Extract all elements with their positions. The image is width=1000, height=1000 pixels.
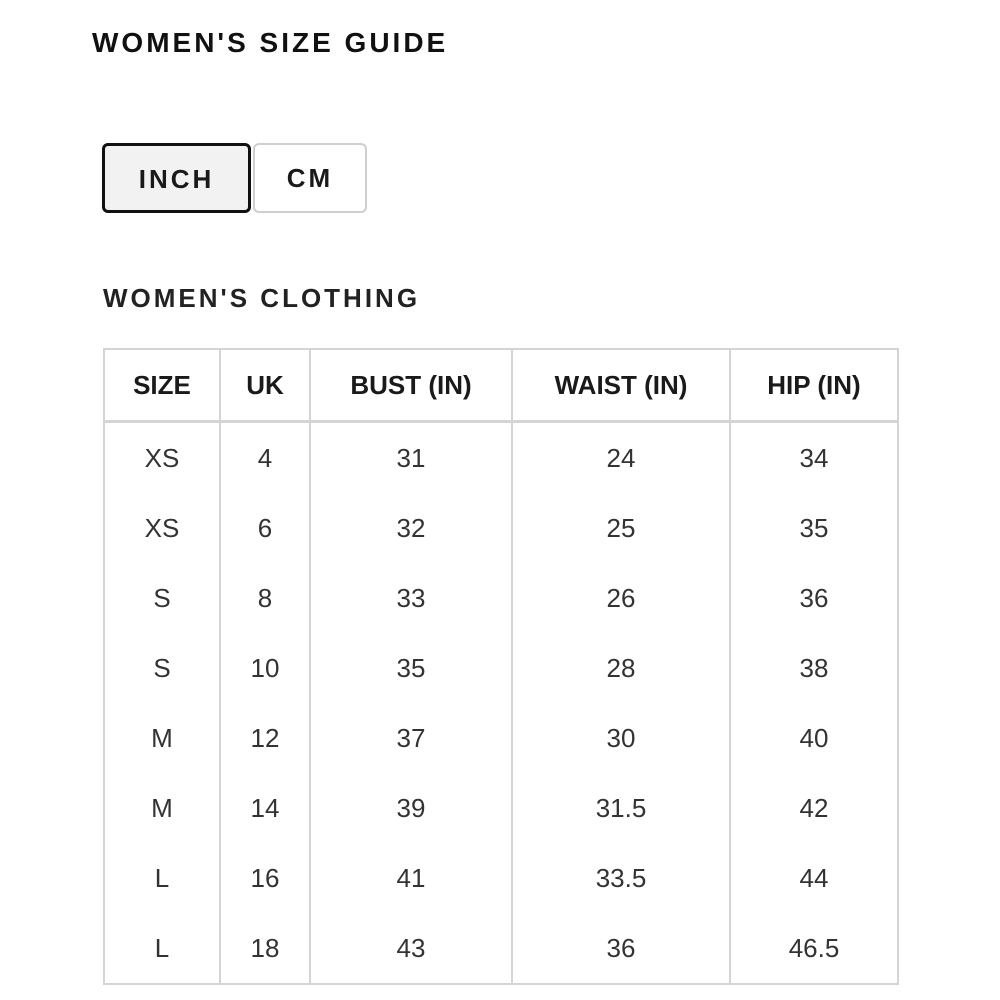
table-row (104, 422, 898, 494)
unit-toggle (102, 143, 367, 213)
cell-uk: 8 (220, 563, 310, 633)
header-size: SIZE (104, 349, 220, 422)
cell-size: XS (104, 422, 220, 494)
cell-size: M (104, 773, 220, 843)
cell-waist: 31.5 (512, 773, 730, 843)
cell-size: M (104, 703, 220, 773)
cell-uk: 10 (220, 633, 310, 703)
unit-inch-button[interactable]: INCH (102, 143, 251, 213)
cell-uk: 16 (220, 843, 310, 913)
cell-bust: 37 (310, 703, 512, 773)
table-row (104, 493, 898, 563)
cell-hip: 42 (730, 773, 898, 843)
cell-hip: 35 (730, 493, 898, 563)
header-hip: HIP (IN) (730, 349, 898, 422)
cell-bust: 32 (310, 493, 512, 563)
cell-hip: 36 (730, 563, 898, 633)
table-row (104, 773, 898, 843)
cell-bust: 39 (310, 773, 512, 843)
cell-uk: 4 (220, 422, 310, 494)
header-waist: WAIST (IN) (512, 349, 730, 422)
cell-hip: 40 (730, 703, 898, 773)
size-table (103, 348, 899, 985)
cell-bust: 41 (310, 843, 512, 913)
cell-hip: 34 (730, 422, 898, 494)
cell-waist: 33.5 (512, 843, 730, 913)
page-title: WOMEN'S SIZE GUIDE (92, 27, 449, 58)
cell-size: S (104, 633, 220, 703)
table-header-row (104, 349, 898, 422)
cell-waist: 24 (512, 422, 730, 494)
table-row (104, 563, 898, 633)
cell-hip: 46.5 (730, 913, 898, 984)
cell-size: L (104, 913, 220, 984)
table-row (104, 843, 898, 913)
cell-hip: 38 (730, 633, 898, 703)
table-row (104, 703, 898, 773)
cell-size: L (104, 843, 220, 913)
cell-uk: 14 (220, 773, 310, 843)
table-row (104, 633, 898, 703)
cell-uk: 12 (220, 703, 310, 773)
table-row (104, 913, 898, 984)
cell-waist: 25 (512, 493, 730, 563)
cell-waist: 36 (512, 913, 730, 984)
cell-waist: 28 (512, 633, 730, 703)
header-bust: BUST (IN) (310, 349, 512, 422)
cell-waist: 30 (512, 703, 730, 773)
cell-hip: 44 (730, 843, 898, 913)
cell-uk: 18 (220, 913, 310, 984)
cell-waist: 26 (512, 563, 730, 633)
cell-bust: 31 (310, 422, 512, 494)
section-title: WOMEN'S CLOTHING (103, 283, 421, 313)
cell-bust: 35 (310, 633, 512, 703)
unit-cm-button[interactable]: CM (253, 143, 367, 213)
cell-size: S (104, 563, 220, 633)
cell-bust: 33 (310, 563, 512, 633)
cell-bust: 43 (310, 913, 512, 984)
header-uk: UK (220, 349, 310, 422)
cell-uk: 6 (220, 493, 310, 563)
cell-size: XS (104, 493, 220, 563)
